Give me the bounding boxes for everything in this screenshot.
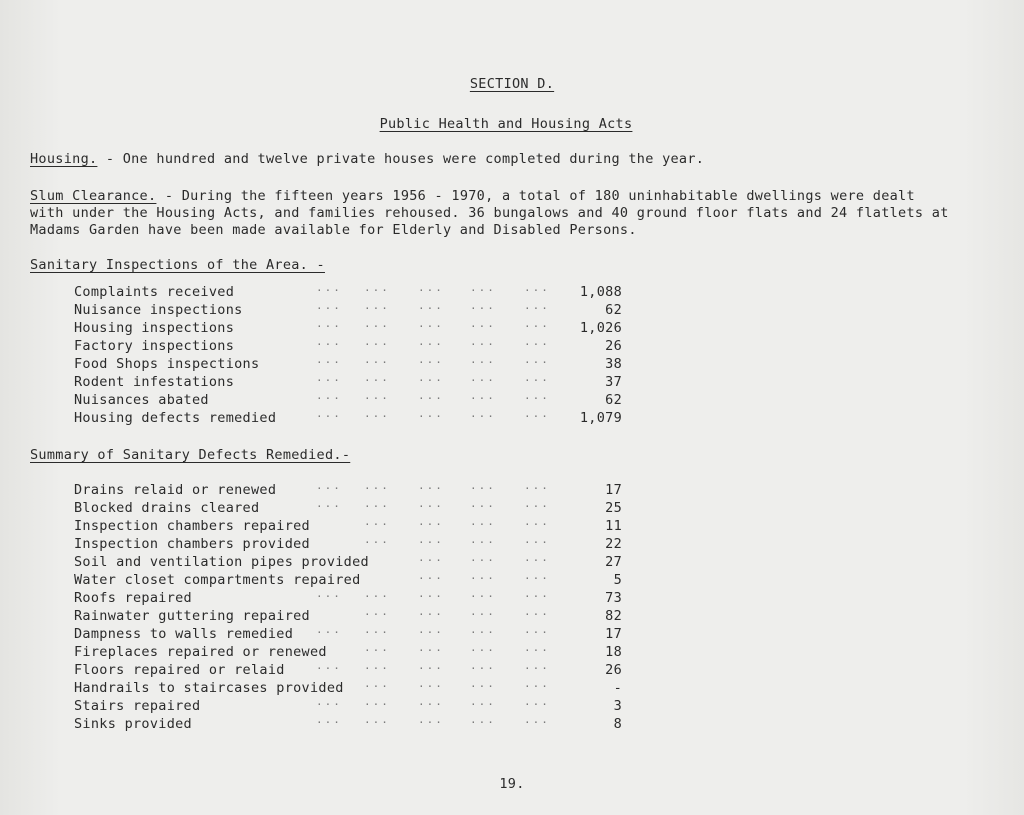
leader-dots: ··· bbox=[470, 572, 496, 585]
leader-dots: ··· bbox=[418, 374, 444, 387]
row-value: 38 bbox=[605, 356, 622, 372]
row-value: 3 bbox=[613, 698, 622, 714]
leader-dots: ··· bbox=[470, 644, 496, 657]
leader-dots: ··· bbox=[524, 284, 550, 297]
leader-dots: ··· bbox=[316, 338, 342, 351]
row-label: Factory inspections bbox=[74, 338, 235, 354]
row-value: 17 bbox=[605, 482, 622, 498]
leader-dots: ··· bbox=[316, 320, 342, 333]
row-label: Nuisance inspections bbox=[74, 302, 243, 318]
subtitle bbox=[0, 116, 1018, 132]
leader-dots: ··· bbox=[524, 302, 550, 315]
table-row bbox=[74, 680, 634, 698]
row-label: Roofs repaired bbox=[74, 590, 192, 606]
leader-dots: ··· bbox=[418, 518, 444, 531]
leader-dots: ··· bbox=[364, 698, 390, 711]
leader-dots: ··· bbox=[316, 590, 342, 603]
sanitary-heading bbox=[30, 257, 325, 273]
leader-dots: ··· bbox=[470, 662, 496, 675]
leader-dots: ··· bbox=[524, 320, 550, 333]
leader-dots: ··· bbox=[418, 608, 444, 621]
leader-dots: ··· bbox=[316, 626, 342, 639]
slum-clearance-paragraph bbox=[30, 188, 950, 239]
leader-dots: ··· bbox=[470, 680, 496, 693]
row-label: Drains relaid or renewed bbox=[74, 482, 277, 498]
row-label: Fireplaces repaired or renewed bbox=[74, 644, 327, 660]
leader-dots: ··· bbox=[524, 500, 550, 513]
leader-dots: ··· bbox=[470, 284, 496, 297]
leader-dots: ··· bbox=[470, 482, 496, 495]
page-number: 19. bbox=[499, 776, 525, 792]
leader-dots: ··· bbox=[470, 518, 496, 531]
leader-dots: ··· bbox=[418, 410, 444, 423]
leader-dots: ··· bbox=[470, 302, 496, 315]
row-value: 26 bbox=[605, 662, 622, 678]
defects-heading-text: Summary of Sanitary Defects Remedied.- bbox=[30, 447, 351, 463]
leader-dots: ··· bbox=[418, 590, 444, 603]
table-row bbox=[74, 302, 634, 320]
leader-dots: ··· bbox=[524, 680, 550, 693]
table-row bbox=[74, 482, 634, 500]
row-value: 73 bbox=[605, 590, 622, 606]
leader-dots: ··· bbox=[364, 536, 390, 549]
row-value: 27 bbox=[605, 554, 622, 570]
leader-dots: ··· bbox=[524, 338, 550, 351]
leader-dots: ··· bbox=[524, 518, 550, 531]
row-value: 17 bbox=[605, 626, 622, 642]
row-value: 22 bbox=[605, 536, 622, 552]
leader-dots: ··· bbox=[364, 500, 390, 513]
leader-dots: ··· bbox=[524, 608, 550, 621]
leader-dots: ··· bbox=[364, 338, 390, 351]
table-row bbox=[74, 320, 634, 338]
row-label: Rainwater guttering repaired bbox=[74, 608, 310, 624]
leader-dots: ··· bbox=[418, 644, 444, 657]
row-value: - bbox=[613, 680, 622, 696]
leader-dots: ··· bbox=[524, 716, 550, 729]
leader-dots: ··· bbox=[364, 662, 390, 675]
subtitle-text: Public Health and Housing Acts bbox=[379, 116, 633, 132]
leader-dots: ··· bbox=[470, 554, 496, 567]
row-label: Dampness to walls remedied bbox=[74, 626, 294, 642]
defects-heading bbox=[30, 447, 350, 463]
leader-dots: ··· bbox=[524, 356, 550, 369]
row-label: Rodent infestations bbox=[74, 374, 235, 390]
leader-dots: ··· bbox=[364, 356, 390, 369]
leader-dots: ··· bbox=[364, 518, 390, 531]
table-row bbox=[74, 356, 634, 374]
row-label: Inspection chambers repaired bbox=[74, 518, 310, 534]
table-row bbox=[74, 572, 634, 590]
section-title-text: SECTION D. bbox=[469, 76, 555, 92]
leader-dots: ··· bbox=[470, 716, 496, 729]
leader-dots: ··· bbox=[524, 590, 550, 603]
leader-dots: ··· bbox=[418, 716, 444, 729]
leader-dots: ··· bbox=[316, 482, 342, 495]
leader-dots: ··· bbox=[364, 320, 390, 333]
leader-dots: ··· bbox=[418, 338, 444, 351]
leader-dots: ··· bbox=[524, 554, 550, 567]
row-label: Housing inspections bbox=[74, 320, 235, 336]
leader-dots: ··· bbox=[316, 356, 342, 369]
leader-dots: ··· bbox=[364, 392, 390, 405]
table-row bbox=[74, 626, 634, 644]
leader-dots: ··· bbox=[316, 500, 342, 513]
row-value: 26 bbox=[605, 338, 622, 354]
row-value: 18 bbox=[605, 644, 622, 660]
leader-dots: ··· bbox=[418, 662, 444, 675]
table-row bbox=[74, 284, 634, 302]
leader-dots: ··· bbox=[470, 698, 496, 711]
table-row bbox=[74, 590, 634, 608]
row-value: 37 bbox=[605, 374, 622, 390]
leader-dots: ··· bbox=[418, 698, 444, 711]
leader-dots: ··· bbox=[418, 356, 444, 369]
table-row bbox=[74, 698, 634, 716]
table-row bbox=[74, 608, 634, 626]
leader-dots: ··· bbox=[470, 374, 496, 387]
leader-dots: ··· bbox=[524, 482, 550, 495]
leader-dots: ··· bbox=[316, 374, 342, 387]
leader-dots: ··· bbox=[418, 482, 444, 495]
leader-dots: ··· bbox=[470, 500, 496, 513]
row-value: 11 bbox=[605, 518, 622, 534]
slum-heading: Slum Clearance. bbox=[30, 188, 157, 204]
row-label: Water closet compartments repaired bbox=[74, 572, 361, 588]
table-row bbox=[74, 716, 634, 734]
leader-dots: ··· bbox=[364, 284, 390, 297]
row-value: 25 bbox=[605, 500, 622, 516]
section-title bbox=[0, 76, 1024, 92]
leader-dots: ··· bbox=[470, 356, 496, 369]
leader-dots: ··· bbox=[316, 410, 342, 423]
leader-dots: ··· bbox=[364, 302, 390, 315]
row-label: Inspection chambers provided bbox=[74, 536, 310, 552]
row-value: 1,088 bbox=[579, 284, 622, 300]
leader-dots: ··· bbox=[418, 320, 444, 333]
row-label: Soil and ventilation pipes provided bbox=[74, 554, 369, 570]
leader-dots: ··· bbox=[524, 698, 550, 711]
leader-dots: ··· bbox=[316, 662, 342, 675]
slum-text: - During the fifteen years 1956 - 1970, a total of 180 uninhabitable dwellings were dealt with under the Housing Acts, and families rehoused. 36 bungalows and 40 ground floor flats and 24 flatlets at Madams Garden have been made available for Elderly and Disabled Persons. bbox=[30, 188, 949, 238]
leader-dots: ··· bbox=[470, 590, 496, 603]
row-value: 82 bbox=[605, 608, 622, 624]
sanitary-heading-text: Sanitary Inspections of the Area. - bbox=[30, 257, 325, 273]
leader-dots: ··· bbox=[418, 626, 444, 639]
leader-dots: ··· bbox=[418, 554, 444, 567]
table-row bbox=[74, 518, 634, 536]
table-row bbox=[74, 338, 634, 356]
table-row bbox=[74, 662, 634, 680]
leader-dots: ··· bbox=[316, 716, 342, 729]
row-label: Sinks provided bbox=[74, 716, 192, 732]
leader-dots: ··· bbox=[524, 572, 550, 585]
row-value: 62 bbox=[605, 392, 622, 408]
leader-dots: ··· bbox=[524, 662, 550, 675]
leader-dots: ··· bbox=[364, 410, 390, 423]
table-row bbox=[74, 392, 634, 410]
leader-dots: ··· bbox=[418, 680, 444, 693]
housing-paragraph bbox=[30, 151, 704, 167]
table-row bbox=[74, 536, 634, 554]
leader-dots: ··· bbox=[316, 284, 342, 297]
table-row bbox=[74, 374, 634, 392]
leader-dots: ··· bbox=[418, 536, 444, 549]
row-label: Complaints received bbox=[74, 284, 235, 300]
leader-dots: ··· bbox=[470, 536, 496, 549]
leader-dots: ··· bbox=[316, 392, 342, 405]
leader-dots: ··· bbox=[470, 608, 496, 621]
row-label: Housing defects remedied bbox=[74, 410, 277, 426]
row-label: Floors repaired or relaid bbox=[74, 662, 285, 678]
row-label: Handrails to staircases provided bbox=[74, 680, 344, 696]
leader-dots: ··· bbox=[316, 302, 342, 315]
leader-dots: ··· bbox=[524, 644, 550, 657]
leader-dots: ··· bbox=[364, 590, 390, 603]
table-row bbox=[74, 410, 634, 428]
leader-dots: ··· bbox=[364, 608, 390, 621]
leader-dots: ··· bbox=[524, 392, 550, 405]
row-label: Nuisances abated bbox=[74, 392, 209, 408]
housing-text: - One hundred and twelve private houses were completed during the year. bbox=[97, 151, 705, 167]
leader-dots: ··· bbox=[364, 680, 390, 693]
row-value: 5 bbox=[613, 572, 622, 588]
row-label: Food Shops inspections bbox=[74, 356, 260, 372]
housing-heading: Housing. bbox=[30, 151, 98, 167]
leader-dots: ··· bbox=[470, 338, 496, 351]
table-row bbox=[74, 500, 634, 518]
leader-dots: ··· bbox=[418, 392, 444, 405]
leader-dots: ··· bbox=[364, 716, 390, 729]
leader-dots: ··· bbox=[418, 500, 444, 513]
leader-dots: ··· bbox=[418, 572, 444, 585]
leader-dots: ··· bbox=[524, 536, 550, 549]
leader-dots: ··· bbox=[364, 374, 390, 387]
row-value: 1,079 bbox=[579, 410, 622, 426]
leader-dots: ··· bbox=[470, 320, 496, 333]
row-value: 8 bbox=[613, 716, 622, 732]
leader-dots: ··· bbox=[470, 626, 496, 639]
row-value: 62 bbox=[605, 302, 622, 318]
table-row bbox=[74, 644, 634, 662]
leader-dots: ··· bbox=[470, 392, 496, 405]
leader-dots: ··· bbox=[418, 302, 444, 315]
leader-dots: ··· bbox=[470, 410, 496, 423]
leader-dots: ··· bbox=[364, 644, 390, 657]
leader-dots: ··· bbox=[364, 626, 390, 639]
row-label: Blocked drains cleared bbox=[74, 500, 260, 516]
leader-dots: ··· bbox=[524, 626, 550, 639]
leader-dots: ··· bbox=[364, 482, 390, 495]
leader-dots: ··· bbox=[418, 284, 444, 297]
row-value: 1,026 bbox=[579, 320, 622, 336]
table-row bbox=[74, 554, 634, 572]
leader-dots: ··· bbox=[524, 410, 550, 423]
row-label: Stairs repaired bbox=[74, 698, 201, 714]
leader-dots: ··· bbox=[524, 374, 550, 387]
leader-dots: ··· bbox=[316, 698, 342, 711]
